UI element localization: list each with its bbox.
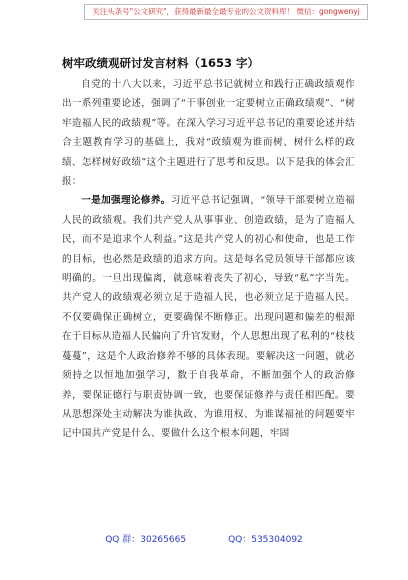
footer-qq-group: QQ 群：30265665 <box>105 535 187 545</box>
paragraph-text: 自党的十八大以来，习近平总书记就树立和践行正确政绩观作出一系列重要论述，强调了“干事创业一定要树立正确政绩观”、“树牢造福人民的政绩观”等。在深入学习习近平总书记的重要论述并结合主题教育学习的基础上，我对“政绩观为谁而树、树什么样的政绩、怎样树好政绩”这个主题进行了思考和反思。以下是我的体会汇报： <box>62 79 355 188</box>
paragraph-lead: 一是加强理论修养。 <box>81 195 171 207</box>
body-paragraph-intro <box>62 75 355 191</box>
page-footer <box>0 532 408 545</box>
document-body <box>62 75 355 444</box>
document-title: 树牢政绩观研讨发言材料（1653 字） <box>62 56 260 70</box>
body-paragraph-theory <box>62 191 355 443</box>
footer-qq: QQ：535304092 <box>228 535 303 545</box>
paragraph-text: 习近平总书记强调，“领导干部要树立造福人民的政绩观。我们共产党人从事事业、创造政绩，是为了造福人民，而不是追求个人利益。”这是共产党人的初心和使命，也是工作的目标，也必然是政绩的追求方向。这是每名党员领导干部都应该明确的。一旦出现偏离，就意味着丧失了初心，导致“私”字当先。共产党人的政绩观必须立足于造福人民，也必须立足于造福人民。不仅要确保正确树立，更要确保不断修正。出现问题和偏差的根源在于目标从造福人民偏向了升官发财，个人思想出现了私利的“枝枝蔓蔓”，这是个人政治修养不够的具体表现。要解决这一问题，就必须持之以恒地加强学习，数于自我革命，不断加强个人的政治修养，要保证德行与职责协调一致，也要保证修养与责任相匹配。要从思想深处主动解决为谁执政、为谁用权、为谁谋福祉的问题要牢记中国共产党是什么、要做什么这个根本问题，牢固 <box>62 195 356 440</box>
promo-banner: 关注头条号"公文研究"，获得最新最全最专业的公文资料库！ 微信：gongwenyj <box>84 4 368 20</box>
